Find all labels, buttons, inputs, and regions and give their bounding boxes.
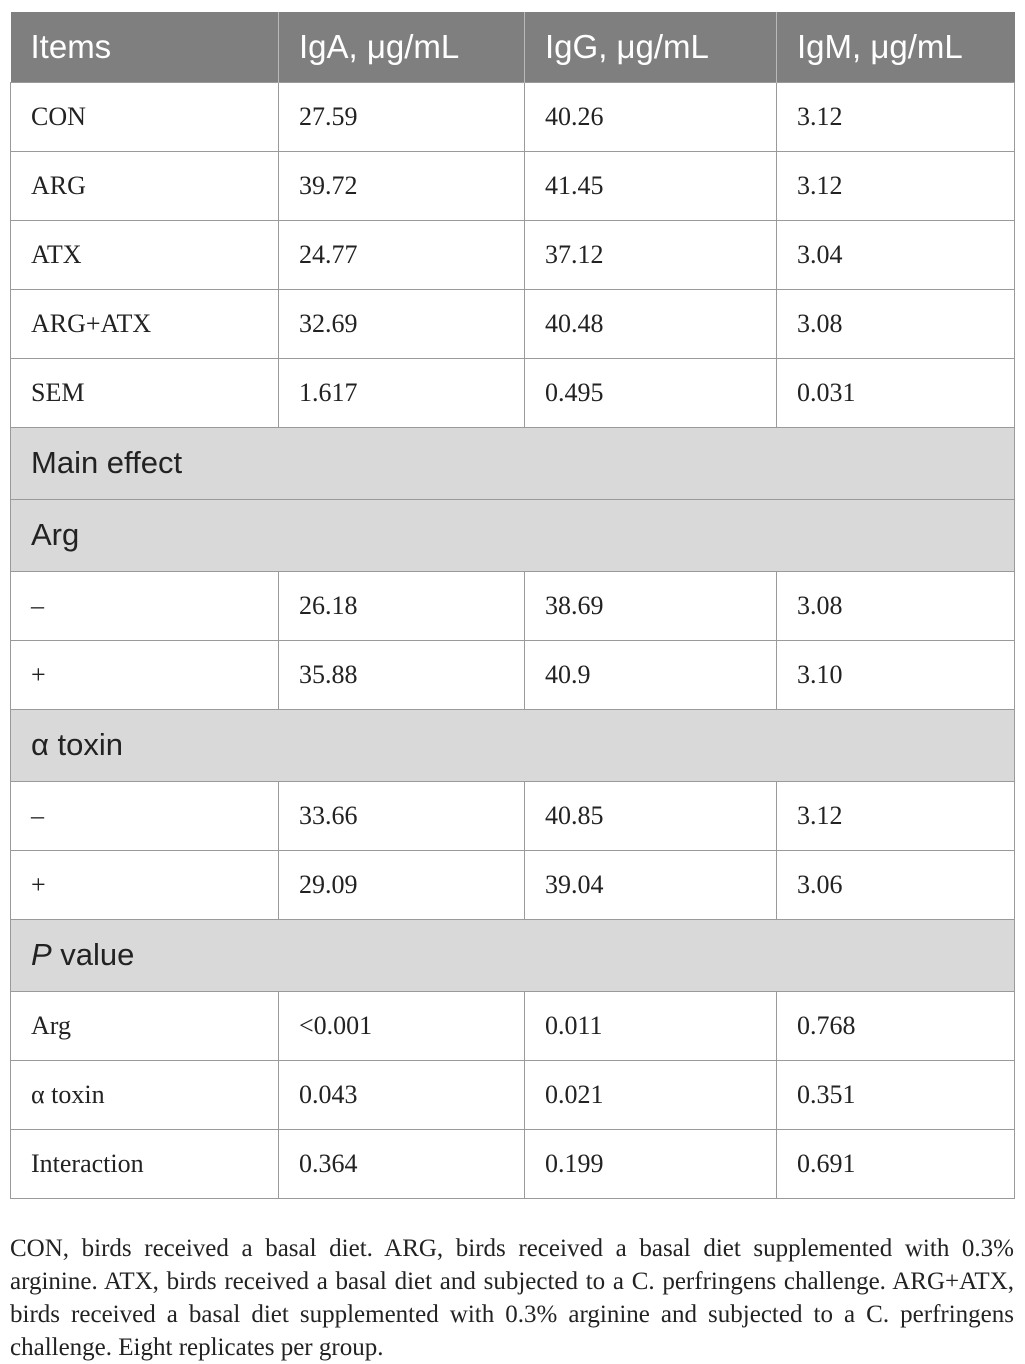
iga-value: 27.59: [279, 82, 525, 151]
table-row: [11, 571, 1015, 640]
section-main-effect: [11, 427, 1015, 499]
igg-value: 0.495: [525, 358, 777, 427]
table-row: [11, 151, 1015, 220]
table-row: [11, 991, 1015, 1060]
table-row: [11, 1060, 1015, 1129]
igg-value: 40.85: [525, 781, 777, 850]
section-label: α toxin: [11, 709, 1015, 781]
row-label: ARG+ATX: [11, 289, 279, 358]
igg-value: 40.26: [525, 82, 777, 151]
igm-value: 3.08: [777, 289, 1015, 358]
row-label: –: [11, 781, 279, 850]
iga-value: 0.364: [279, 1129, 525, 1198]
iga-value: 33.66: [279, 781, 525, 850]
igm-value: 0.351: [777, 1060, 1015, 1129]
igg-value: 40.9: [525, 640, 777, 709]
igm-value: 3.12: [777, 151, 1015, 220]
row-label: SEM: [11, 358, 279, 427]
igg-value: 0.021: [525, 1060, 777, 1129]
iga-value: 24.77: [279, 220, 525, 289]
igm-value: 3.08: [777, 571, 1015, 640]
table-footnote: CON, birds received a basal diet. ARG, birds received a basal diet supplemented with 0.3% arginine. ATX, birds received a basal diet and subjected to a C. perfringens challenge. ARG+ATX, birds received a basal diet supplemented with 0.3% arginine and subjected to a C. perfringens challenge. Eight replicates per group.: [10, 1235, 1014, 1361]
section-alpha-toxin: [11, 709, 1015, 781]
igg-value: 40.48: [525, 289, 777, 358]
section-label: Arg: [11, 499, 1015, 571]
iga-value: 29.09: [279, 850, 525, 919]
igm-value: 3.10: [777, 640, 1015, 709]
table-row: [11, 1129, 1015, 1198]
igg-value: 41.45: [525, 151, 777, 220]
row-label: Arg: [11, 991, 279, 1060]
section-arg: [11, 499, 1015, 571]
header-igm: IgM, μg/mL: [777, 12, 1015, 82]
data-table-container: [10, 12, 1014, 1199]
table-row: [11, 850, 1015, 919]
p-letter: P: [31, 937, 52, 972]
section-label: Main effect: [11, 427, 1015, 499]
section-p-value: [11, 919, 1015, 991]
row-label: ARG: [11, 151, 279, 220]
iga-value: 1.617: [279, 358, 525, 427]
igm-value: 0.031: [777, 358, 1015, 427]
iga-value: 35.88: [279, 640, 525, 709]
igm-value: 3.06: [777, 850, 1015, 919]
table-row: [11, 640, 1015, 709]
igg-value: 0.199: [525, 1129, 777, 1198]
table-header-row: [11, 12, 1015, 82]
row-label: α toxin: [11, 1060, 279, 1129]
igm-value: 0.691: [777, 1129, 1015, 1198]
igm-value: 3.04: [777, 220, 1015, 289]
iga-value: 26.18: [279, 571, 525, 640]
table-row: [11, 358, 1015, 427]
iga-value: 32.69: [279, 289, 525, 358]
iga-value: <0.001: [279, 991, 525, 1060]
iga-value: 39.72: [279, 151, 525, 220]
igg-value: 39.04: [525, 850, 777, 919]
header-igg: IgG, μg/mL: [525, 12, 777, 82]
row-label: +: [11, 850, 279, 919]
table-row: [11, 289, 1015, 358]
table-row: [11, 82, 1015, 151]
row-label: +: [11, 640, 279, 709]
row-label: CON: [11, 82, 279, 151]
immunoglobulin-table: [10, 12, 1015, 1199]
igm-value: 3.12: [777, 82, 1015, 151]
table-row: [11, 220, 1015, 289]
igm-value: 3.12: [777, 781, 1015, 850]
p-value-suffix: value: [51, 937, 135, 972]
section-label: [11, 919, 1015, 991]
header-items: Items: [11, 12, 279, 82]
igg-value: 37.12: [525, 220, 777, 289]
igm-value: 0.768: [777, 991, 1015, 1060]
igg-value: 38.69: [525, 571, 777, 640]
igg-value: 0.011: [525, 991, 777, 1060]
row-label: Interaction: [11, 1129, 279, 1198]
header-iga: IgA, μg/mL: [279, 12, 525, 82]
row-label: –: [11, 571, 279, 640]
row-label: ATX: [11, 220, 279, 289]
table-row: [11, 781, 1015, 850]
iga-value: 0.043: [279, 1060, 525, 1129]
